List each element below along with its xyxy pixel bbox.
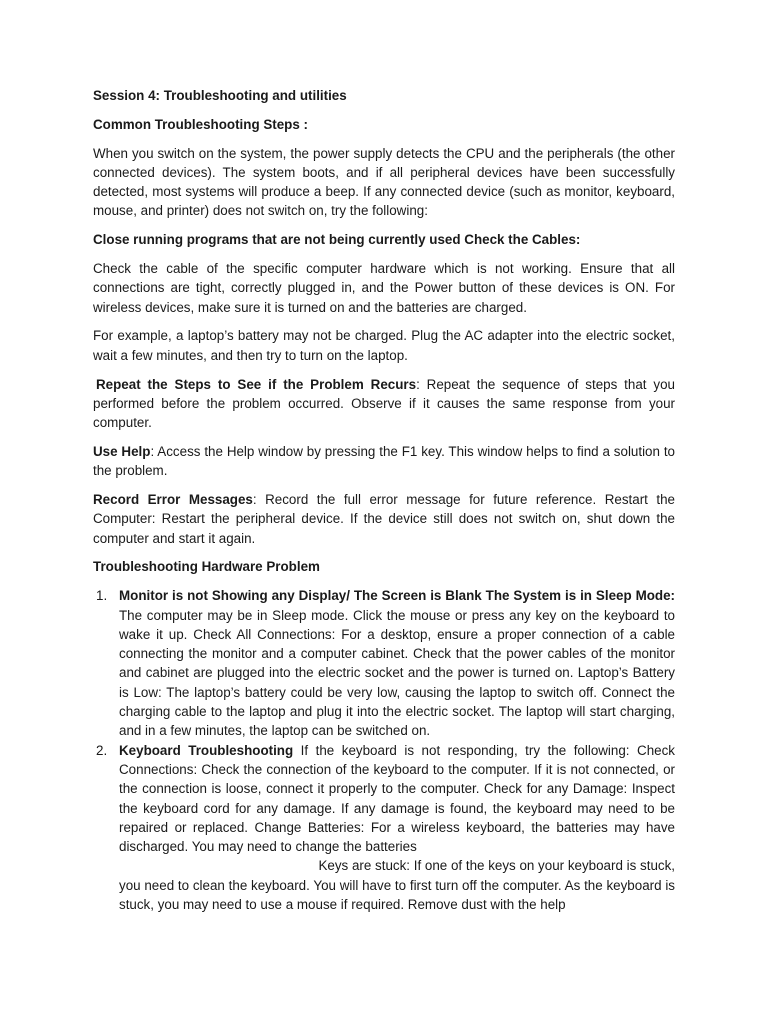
hardware-problem-list: [93, 586, 675, 914]
close-programs-heading: Close running programs that are not being currently used Check the Cables:: [93, 232, 581, 248]
hardware-heading: Troubleshooting Hardware Problem: [93, 559, 320, 575]
repeat-heading: Repeat the Steps to See if the Problem Recurs: [96, 376, 417, 392]
list-item: [93, 586, 675, 740]
list-item-heading: Monitor is not Showing any Display/ The Screen is Blank The System is in Sleep Mode:: [119, 588, 675, 604]
record-errors-paragraph: [93, 490, 675, 548]
list-item: [93, 741, 675, 915]
list-item-text: The computer may be in Sleep mode. Click the mouse or press any key on the keyboard to wake it up. Check All Connections: For a desktop, ensure a proper connection of a cable connecting the monitor and a computer cabinet. Check that the power cables of the monitor and cabinet are plugged into the electric socket and the power is turned on. Laptop’s Battery is Low: The laptop’s battery could be very low, causing the laptop to switch off. Connect the charging cable to the laptop and plug it into the electric socket. The laptop will start charging, and in a few minutes, the laptop can be switched on.: [119, 607, 675, 739]
example-paragraph: For example, a laptop’s battery may not be charged. Plug the AC adapter into the electric socket, wait a few minutes, and then try to turn on the laptop.: [93, 328, 675, 363]
list-item-text: If the keyboard is not responding, try the following: Check Connections: Check the connection of the keyboard to the computer. If it is not connected, or the connection is loose, connect it properly to the computer. Check for any Damage: Inspect the keyboard cord for any damage. If any damage is found, the keyboard may need to be repaired or replaced. Change Batteries: For a wireless keyboard, the batteries may have discharged. You may need to change the batteries: [119, 742, 675, 855]
list-item-number: 1.: [96, 588, 108, 604]
use-help-text: : Access the Help window by pressing the F1 key. This window helps to find a solution to the problem.: [93, 443, 675, 479]
repeat-text: : Repeat the sequence of steps that you performed before the problem occurred. Observe if it causes the same response from your computer.: [93, 376, 675, 431]
session-title: Session 4: Troubleshooting and utilities: [93, 88, 347, 103]
list-item-number: 2.: [96, 742, 108, 758]
record-errors-text: : Record the full error message for future reference. Restart the Computer: Restart the peripheral device. If the device still does not switch on, shut down the computer and start it again.: [93, 492, 675, 546]
use-help-heading: Use Help: [93, 443, 151, 459]
cables-paragraph: Check the cable of the specific computer hardware which is not working. Ensure that all connections are tight, correctly plugged in, and the Power button of these devices is ON. For wireless devices, make sure it is turned on and the batteries are charged.: [93, 261, 675, 315]
list-item-tail: you need to clean the keyboard. You will have to first turn off the computer. As the keyboard is stuck, you may need to use a mouse if required. Remove dust with the help: [119, 877, 675, 912]
repeat-paragraph: [93, 375, 675, 433]
record-errors-heading: Record Error Messages: [93, 492, 253, 508]
intro-paragraph: When you switch on the system, the power supply detects the CPU and the peripherals (the other connected devices). The system boots, and if all peripheral devices have been successfully detected, most systems will produce a beep. If any connected device (such as monitor, keyboard, mouse, and printer) does not switch on, try the following:: [93, 145, 675, 219]
use-help-paragraph: [93, 442, 675, 481]
keys-stuck-line: Keys are stuck: If one of the keys on your keyboard is stuck,: [318, 858, 675, 874]
common-steps-heading: Common Troubleshooting Steps :: [93, 116, 308, 132]
document-page: [93, 86, 675, 914]
list-item-heading: Keyboard Troubleshooting: [119, 742, 294, 758]
